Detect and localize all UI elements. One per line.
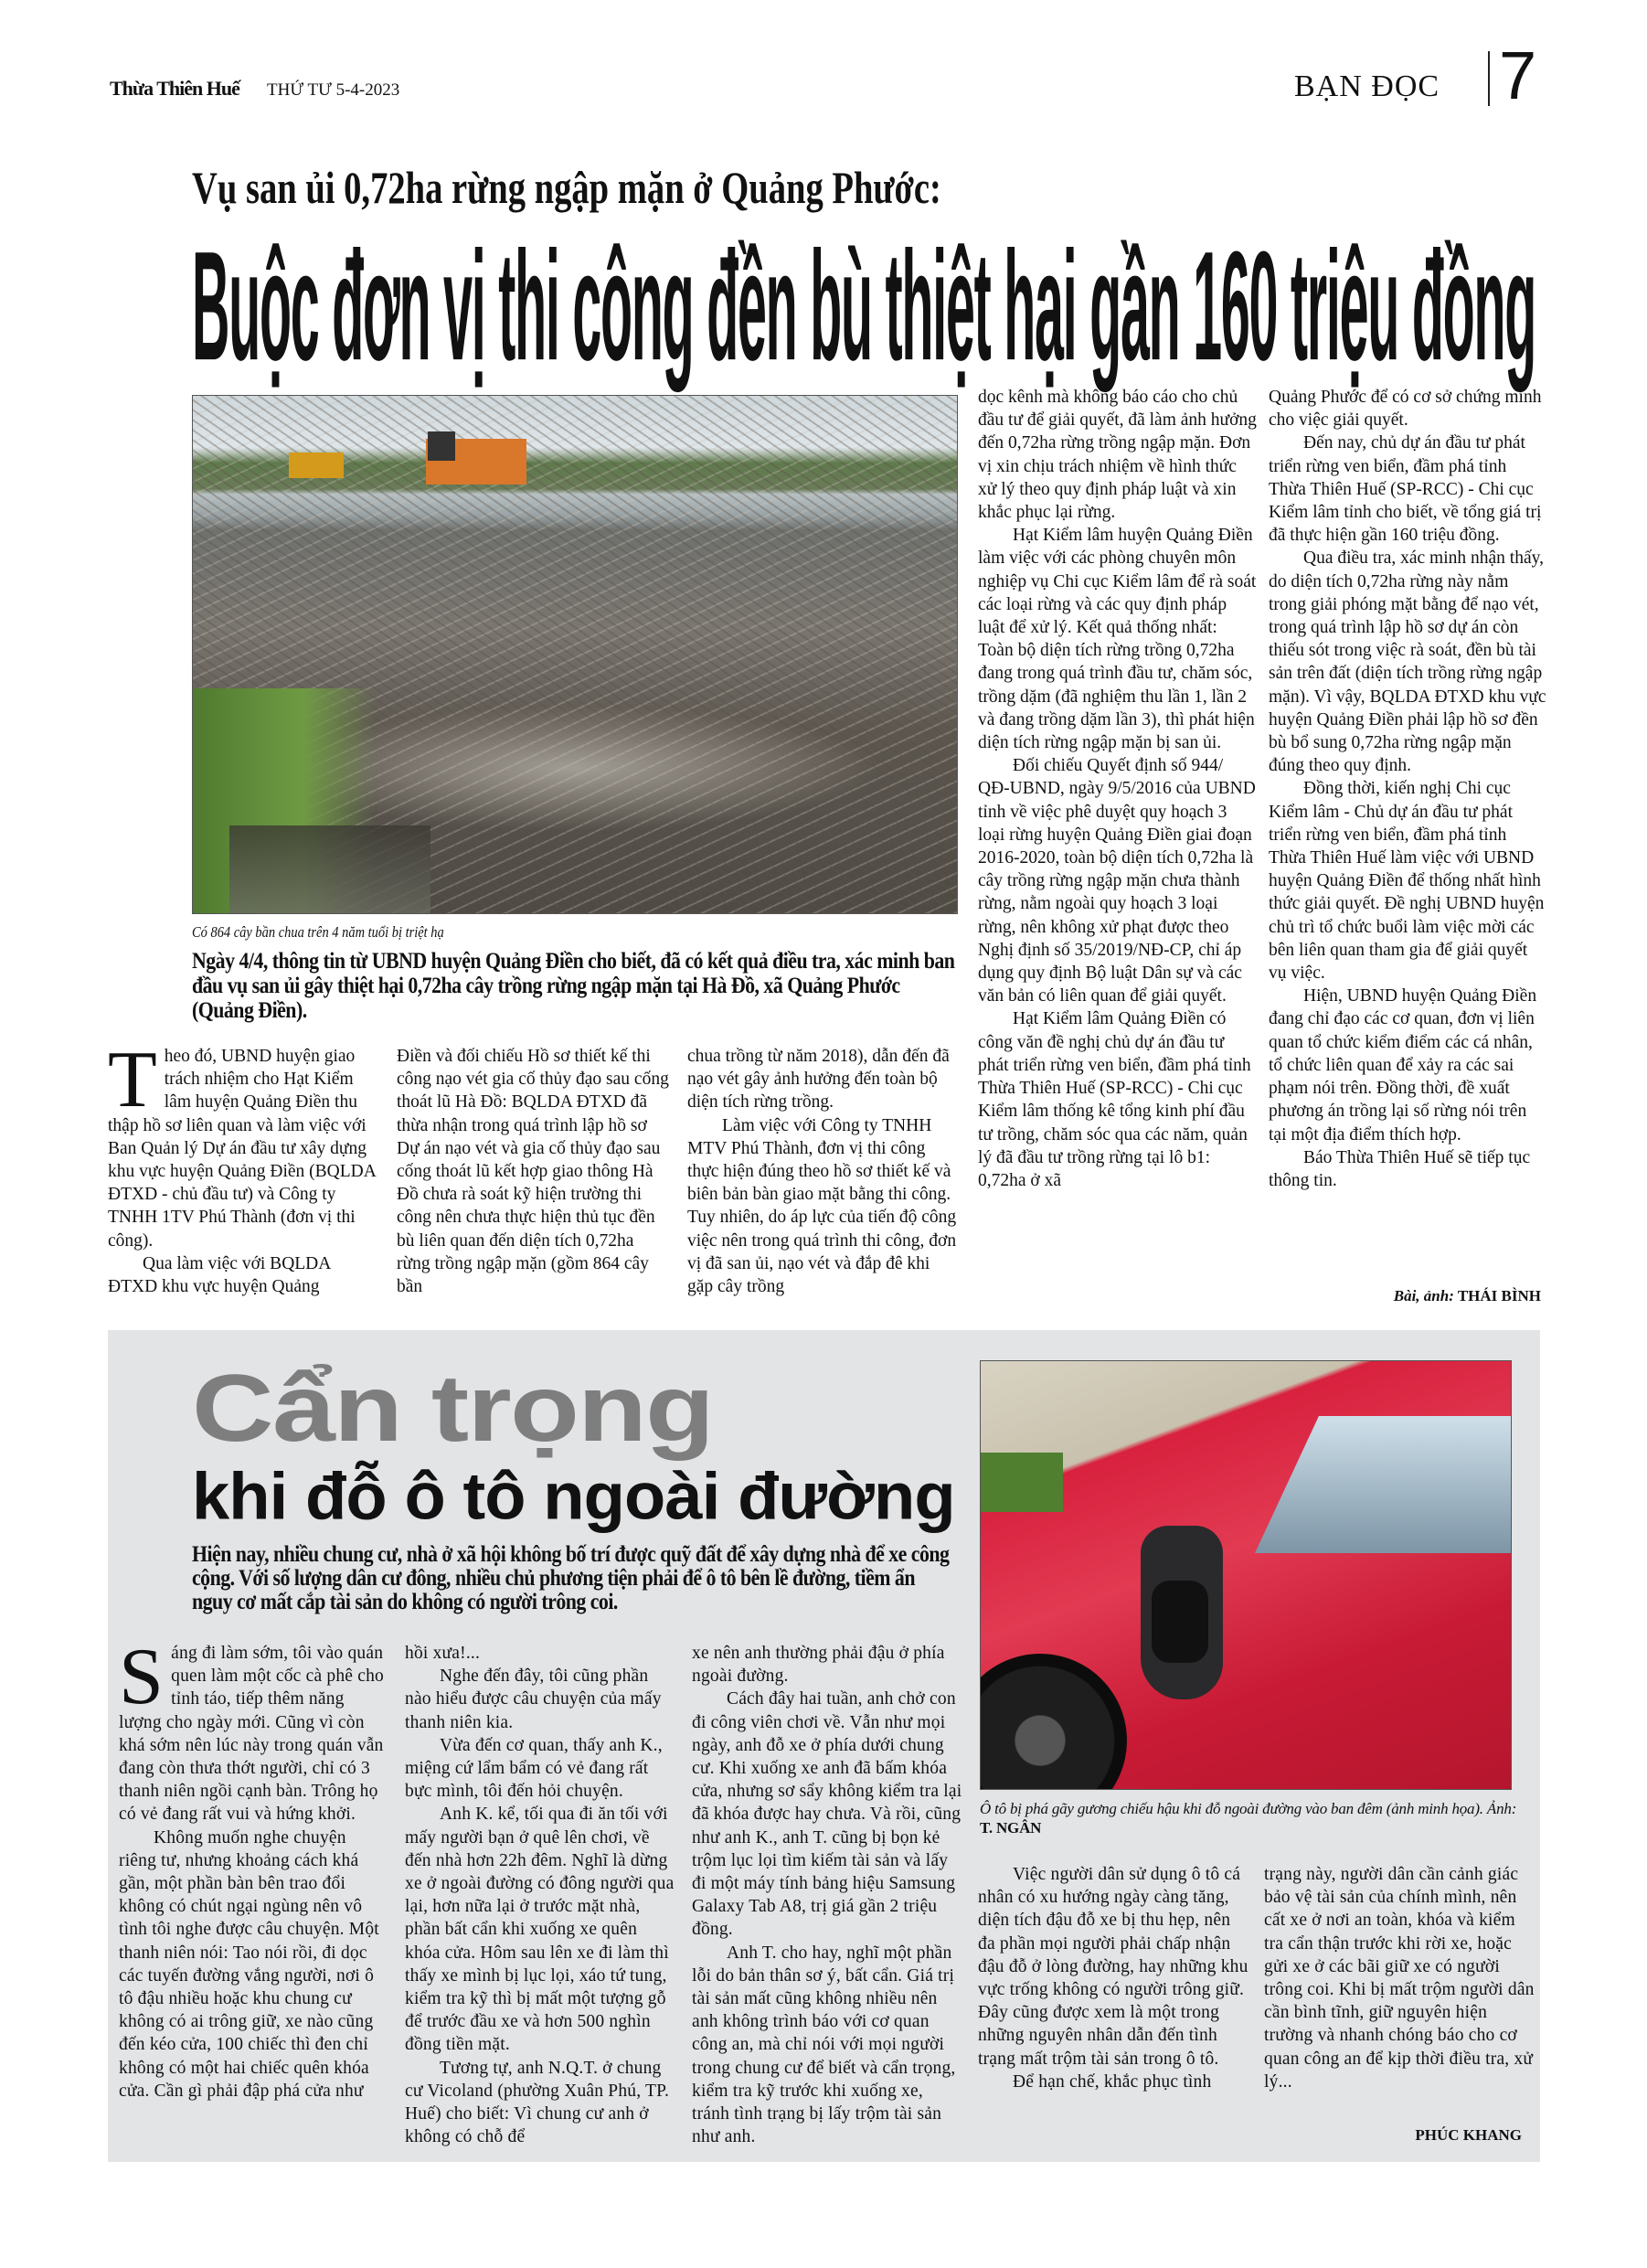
paragraph: Hạt Kiểm lâm huyện Quảng Điền làm việc với các phòng chuyên môn nghiệp vụ Chi cục Kiểm lâm để rà soát các loại rừng và các quy định pháp luật để xử lý. Kết quả thống nhất: Toàn bộ diện tích rừng trồng 0,72ha đang trong quá trình đầu tư, chăm sóc, trồng dặm (đã nghiệm thu lần 1, lần 2 và đang trồng dặm lần 3), thì phát hiện diện tích rừng ngập mặn bị san ủi. xyxy=(978,526,1257,753)
photo-water xyxy=(229,825,430,914)
paragraph: Điền và đối chiếu Hồ sơ thiết kế thi công nạo vét gia cố thủy đạo sau cống thoát lũ Hà Đồ: BQLDA ĐTXD đã thừa nhận trong quá trình lập hồ sơ Dự án nạo vét và gia cố thủy đạo sau cống thoát lũ kết hợp giao thông Hà Đồ chưa rà soát kỹ hiện trường thi công nên chưa thực hiện thủ tục đền bù liên quan đến diện tích 0,72ha rừng trồng ngập mặn (gồm 864 cây bần xyxy=(397,1047,669,1297)
page-number: 7 xyxy=(1499,37,1537,113)
caption-text: Ô tô bị phá gãy gương chiếu hậu khi đỗ ngoài đường vào ban đêm (ảnh minh họa). Ảnh: xyxy=(980,1800,1517,1817)
paragraph: Hiện, UBND huyện Quảng Điền đang chỉ đạo các cơ quan, đơn vị liên quan tổ chức kiểm điểm các cá nhân, tổ chức liên quan để xảy ra các sai phạm nói trên. Đồng thời, đề xuất phương án trồng lại số rừng nói trên tại một địa điểm thích hợp. xyxy=(1269,986,1537,1145)
byline-prefix: Bài, ảnh: xyxy=(1393,1287,1454,1304)
paragraph: Việc người dân sử dụng ô tô cá nhân có xu hướng ngày càng tăng, diện tích đậu đỗ xe bị thu hẹp, nên đa phần mọi người phải chấp nhận đậu đỗ ở lòng đường, hay những khu vực trống không có người trông giữ. Đây cũng được xem là một trong những nguyên nhân dẫn đến tình trạng mất trộm tài sản trong ô tô. xyxy=(978,1865,1249,2069)
article2-column-5 xyxy=(1264,1863,1535,2121)
paragraph: Báo Thừa Thiên Huế sẽ tiếp tục thông tin. xyxy=(1269,1147,1531,1190)
article1-column-5 xyxy=(1269,386,1547,1284)
article1-column-3 xyxy=(687,1045,960,1305)
article1-column-2 xyxy=(397,1045,669,1305)
photo-car-wheel xyxy=(980,1654,1127,1790)
article2-column-3 xyxy=(692,1642,962,2152)
byline-author: THÁI BÌNH xyxy=(1457,1287,1541,1304)
paragraph: Qua điều tra, xác minh nhận thấy, do diện tích 0,72ha rừng này nằm trong giải phóng mặt bằng để nạo vét, trong quá trình lập hồ sơ dự án còn thiếu sót trong việc rà soát, đền bù tài sản trên đất (diện tích trồng rừng ngập mặn). Vì vậy, BQLDA ĐTXD khu vực huyện Quảng Điền phải lập hồ sơ đền bù bổ sung 0,72ha rừng ngập mặn đúng theo quy định. xyxy=(1269,548,1546,776)
article2-column-1 xyxy=(119,1642,386,2152)
photo-broken-mirror xyxy=(1141,1526,1223,1699)
paragraph: Tương tự, anh N.Q.T. ở chung cư Vicoland (phường Xuân Phú, TP. Huế) cho biết: Vì chung cư anh ở không có chỗ để xyxy=(405,2058,670,2147)
article2-lead: Hiện nay, nhiều chung cư, nhà ở xã hội không bố trí được quỹ đất để xây dựng nhà để xe công cộng. Với số lượng dân cư đông, nhiều chủ phương tiện phải để ô tô bên lề đường, tiềm ẩn nguy cơ mất cắp tài sản do không có người trông coi. xyxy=(192,1542,950,1614)
paragraph: Để hạn chế, khắc phục tình xyxy=(1013,2071,1212,2092)
paragraph: Làm việc với Công ty TNHH MTV Phú Thành, đơn vị thi công thực hiện đúng theo hồ sơ thiết kế và biên bản bàn giao mặt bằng thi công. Tuy nhiên, do áp lực của tiến độ công việc nên trong quá trình thi công, đơn vị đã san ủi, nạo vét và đắp đê khi gặp cây trồng xyxy=(687,1115,957,1297)
paragraph-text: áng đi làm sớm, tôi vào quán quen làm một cốc cà phê cho tỉnh táo, tiếp thêm năng lượng cho ngày mới. Cũng vì còn khá sớm nên lúc này trong quán vẫn đang còn thưa thớt người, chỉ có 3 thanh niên ngồi cạnh bàn. Trông họ có vẻ đang rất vui và hứng khởi. xyxy=(119,1644,384,1825)
drop-cap: S xyxy=(119,1642,165,1721)
paragraph: Hạt Kiểm lâm Quảng Điền có công văn đề nghị chủ dự án đầu tư phát triển rừng ven biển, đầm phá tỉnh Thừa Thiên Huế (SP-RCC) - Chi cục Kiểm lâm thống kê tổng kinh phí đầu tư trồng, chăm sóc qua các năm, quản lý đã đầu tư trồng rừng tại lô b1: 0,72ha ở xã xyxy=(978,1009,1251,1190)
newspaper-name: Thừa Thiên Huế xyxy=(110,77,239,100)
title-line1-text: Cẩn trọng xyxy=(192,1354,714,1462)
paragraph: chua trồng từ năm 2018), dẫn đến đã nạo vét gây ảnh hưởng đến toàn bộ diện tích rừng trồng. xyxy=(687,1047,950,1113)
paragraph: Đối chiếu Quyết định số 944/ QĐ-UBND, ngày 9/5/2016 của UBND tỉnh về việc phê duyệt quy hoạch 3 loại rừng huyện Quảng Điền giai đoạn 2016-2020, toàn bộ diện tích 0,72ha là cây trồng rừng ngập mặn chưa thành rừng, nằm ngoài quy hoạch 3 loại rừng, nên không xử phạt được theo Nghị định số 35/2019/NĐ-CP, chỉ áp dụng quy định Bộ luật Dân sự và các văn bản có liên quan để giải quyết. xyxy=(978,756,1256,1006)
photo-bush xyxy=(981,1453,1063,1512)
article1-column-4 xyxy=(978,386,1257,1309)
paragraph-text: heo đó, UBND huyện giao trách nhiệm cho Hạt Kiểm lâm huyện Quảng Điền thu thập hồ sơ liên quan và làm việc với Ban Quản lý Dự án đầu tư xây dựng khu vực huyện Quảng Điền (BQLDA ĐTXD - chủ đầu tư) và Công ty TNHH 1TV Phú Thành (đơn vị thi công). xyxy=(108,1047,376,1251)
paragraph: dọc kênh mà không báo cáo cho chủ đầu tư để giải quyết, đã làm ảnh hưởng đến 0,72ha rừng trồng ngập mặn. Đơn vị xin chịu trách nhiệm về hình thức xử lý theo quy định pháp luật và xin khắc phục lại rừng. xyxy=(978,388,1257,523)
article2-column-2 xyxy=(405,1642,675,2152)
paragraph: Vừa đến cơ quan, thấy anh K., miệng cứ lẩm bẩm có vẻ đang rất bực mình, tôi đến hỏi chuyện. xyxy=(405,1735,663,1802)
paragraph: Không muốn nghe chuyện riêng tư, nhưng khoảng cách khá gần, một phần bàn bên trao đổi không có chút ngại ngùng nên vô tình tôi nghe được câu chuyện. Một thanh niên nói: Tao nói rồi, đi dọc các tuyến đường vắng người, nơi ô tô đậu nhiều hoặc khu chung cư không có ai trông giữ, xe nào cũng đến kéo cửa, 100 chiếc thì đen chỉ không có một hai chiếc quên khóa cửa. Cần gì phải đập phá cửa như xyxy=(119,1827,379,2101)
paragraph: Qua làm việc với BQLDA ĐTXD khu vực huyện Quảng xyxy=(108,1253,331,1297)
article2-title-line2 xyxy=(192,1460,955,1534)
kicker-text: Vụ san ủi 0,72ha rừng ngập mặn ở Quảng Phước: xyxy=(192,162,941,213)
photo-credit: T. NGÂN xyxy=(980,1819,1042,1837)
paragraph: hồi xưa!... xyxy=(405,1644,481,1663)
article1-kicker xyxy=(192,161,941,216)
drop-cap: T xyxy=(108,1045,157,1124)
car-photo-caption xyxy=(980,1799,1528,1837)
article1-column-1 xyxy=(108,1045,378,1305)
article1-lead: Ngày 4/4, thông tin từ UBND huyện Quảng Điền cho biết, đã có kết quả điều tra, xác minh ban đầu vụ san ủi gây thiệt hại 0,72ha cây trồng rừng ngập mặn tại Hà Đồ, xã Quảng Phước (Quảng Điền). xyxy=(192,949,955,1023)
paragraph: Đến nay, chủ dự án đầu tư phát triển rừng ven biển, đầm phá tỉnh Thừa Thiên Huế (SP-RCC) - Chi cục Kiểm lâm tỉnh cho biết, về tổng giá trị đã thực hiện gần 160 triệu đồng. xyxy=(1269,433,1542,546)
title-line2-text: khi đỗ ô tô ngoài đường xyxy=(192,1460,955,1534)
photo-caption: Có 864 cây bần chua trên 4 năm tuổi bị triệt hạ xyxy=(192,923,444,941)
header-divider xyxy=(1488,51,1490,106)
article1-headline xyxy=(192,219,1536,393)
photo-excavator-yellow xyxy=(289,453,344,478)
article2-byline: PHÚC KHANG xyxy=(1415,2126,1522,2144)
paragraph: Nghe đến đây, tôi cũng phần nào hiểu được câu chuyện của mấy thanh niên kia. xyxy=(405,1666,662,1732)
paragraph: Anh T. cho hay, nghĩ một phần lỗi do bản thân sơ ý, bất cẩn. Giá trị tài sản mất cũng không nhiều nên anh không trình báo với cơ quan công an, mà chỉ nói với mọi người trong chung cư để biết và cẩn trọng, kiểm tra kỹ trước khi xuống xe, tránh tình trạng bị lấy trộm tài sản như anh. xyxy=(692,1943,956,2147)
section-title: BẠN ĐỌC xyxy=(1294,69,1440,103)
paragraph: Đồng thời, kiến nghị Chi cục Kiểm lâm - Chủ dự án đầu tư phát triển rừng ven biển, đầm phá tỉnh Thừa Thiên Huế làm việc với UBND huyện Quảng Điền để thống nhất hình thức giải quyết. Đề nghị UBND huyện chủ trì tổ chức buổi làm việc mời các bên liên quan tham gia để giải quyết vụ việc. xyxy=(1269,779,1545,984)
article2-column-4 xyxy=(978,1863,1249,2146)
paragraph: trạng này, người dân cần cảnh giác bảo vệ tài sản của chính mình, nên cất xe ở nơi an toàn, khóa và kiểm tra cẩn thận trước khi rời xe, hoặc gửi xe ở các bãi giữ xe có người trông coi. Khi bị mất trộm người dân cần bình tĩnh, giữ nguyên hiện trường và nhanh chóng báo cho cơ quan công an để kịp thời điều tra, xử lý... xyxy=(1264,1865,1535,2092)
paragraph xyxy=(108,1045,378,1252)
car-photo xyxy=(980,1360,1512,1790)
article2-title-line1 xyxy=(192,1354,714,1462)
paragraph xyxy=(119,1642,386,1826)
photo-car-window xyxy=(1255,1416,1512,1553)
headline-text: Buộc đơn vị thi công đền bù thiệt hại gần 160 triệu đồng xyxy=(192,219,1536,393)
mangrove-photo xyxy=(192,395,958,914)
photo-excavator-orange xyxy=(426,439,526,484)
paragraph: Anh K. kể, tối qua đi ăn tối với mấy người bạn ở quê lên chơi, về đến nhà hơn 22h đêm. Nghĩ là dừng xe ở ngoài đường có đông người qua lại, hơn nữa lại ở trước mặt nhà, phần bất cẩn khi xuống xe quên khóa cửa. Hôm sau lên xe đi làm thì thấy xe mình bị lục lọi, xáo tứ tung, kiểm tra kỹ thì bị mất một tượng gỗ để trước đầu xe và hơn 500 nghìn đồng tiền mặt. xyxy=(405,1805,675,2055)
issue-date: THỨ TƯ 5-4-2023 xyxy=(267,80,400,100)
paragraph: Quảng Phước để có cơ sở chứng minh cho việc giải quyết. xyxy=(1269,388,1542,431)
paragraph: Cách đây hai tuần, anh chở con đi công viên chơi về. Vẫn như mọi ngày, anh đỗ xe ở phía dưới chung cư. Khi xuống xe anh đã bấm khóa cửa, nhưng sơ sẩy không kiểm tra lại đã khóa được hay chưa. Và rồi, cũng như anh K., anh T. cũng bị bọn kẻ trộm lục lọi tìm kiếm tài sản và lấy đi một máy tính bảng hiệu Samsung Galaxy Tab A8, trị giá gần 2 triệu đồng. xyxy=(692,1689,962,1940)
article1-byline xyxy=(1269,1287,1541,1305)
paragraph: xe nên anh thường phải đậu ở phía ngoài đường. xyxy=(692,1644,945,1687)
